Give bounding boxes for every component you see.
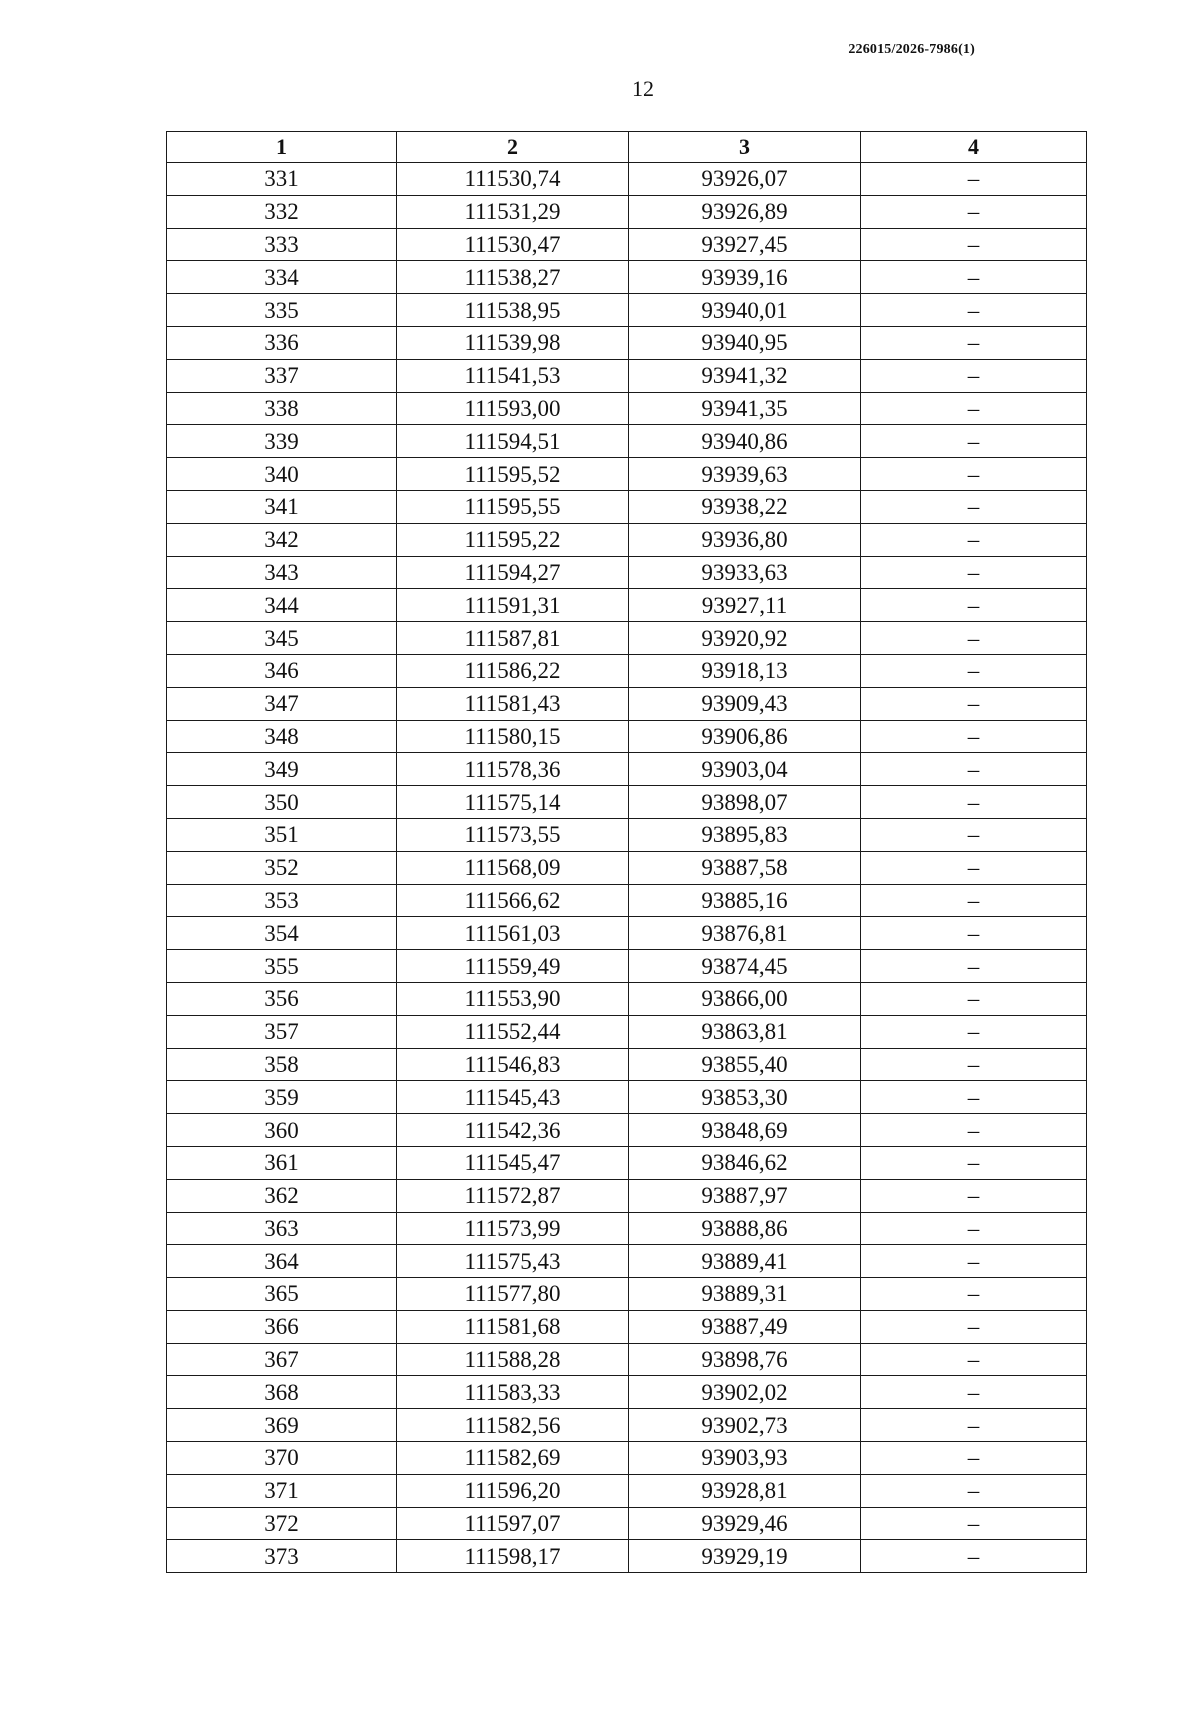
table-row xyxy=(167,654,1087,687)
x-coordinate-cell: 111553,90 xyxy=(397,982,629,1015)
y-coordinate-cell: 93927,11 xyxy=(629,589,861,622)
table-row xyxy=(167,359,1087,392)
y-coordinate-cell: 93898,07 xyxy=(629,786,861,819)
x-coordinate-cell: 111583,33 xyxy=(397,1376,629,1409)
table-row xyxy=(167,1343,1087,1376)
y-coordinate-cell: 93939,16 xyxy=(629,261,861,294)
point-number-cell: 373 xyxy=(167,1540,397,1573)
table-row xyxy=(167,490,1087,523)
coordinates-table xyxy=(166,131,1087,1573)
note-cell: – xyxy=(861,556,1087,589)
x-coordinate-cell: 111538,95 xyxy=(397,294,629,327)
table-row xyxy=(167,1474,1087,1507)
y-coordinate-cell: 93853,30 xyxy=(629,1081,861,1114)
document-id: 226015/2026-7986(1) xyxy=(848,42,975,57)
point-number-cell: 351 xyxy=(167,818,397,851)
x-coordinate-cell: 111573,99 xyxy=(397,1212,629,1245)
x-coordinate-cell: 111575,14 xyxy=(397,786,629,819)
note-cell: – xyxy=(861,425,1087,458)
point-number-cell: 339 xyxy=(167,425,397,458)
y-coordinate-cell: 93940,95 xyxy=(629,326,861,359)
note-cell: – xyxy=(861,851,1087,884)
y-coordinate-cell: 93940,01 xyxy=(629,294,861,327)
point-number-cell: 358 xyxy=(167,1048,397,1081)
table-row xyxy=(167,851,1087,884)
y-coordinate-cell: 93941,35 xyxy=(629,392,861,425)
table-row xyxy=(167,1179,1087,1212)
x-coordinate-cell: 111587,81 xyxy=(397,622,629,655)
x-coordinate-cell: 111539,98 xyxy=(397,326,629,359)
x-coordinate-cell: 111577,80 xyxy=(397,1278,629,1311)
point-number-cell: 344 xyxy=(167,589,397,622)
table-row xyxy=(167,1015,1087,1048)
table-row xyxy=(167,195,1087,228)
table-row xyxy=(167,589,1087,622)
y-coordinate-cell: 93889,31 xyxy=(629,1278,861,1311)
y-coordinate-cell: 93928,81 xyxy=(629,1474,861,1507)
point-number-cell: 352 xyxy=(167,851,397,884)
point-number-cell: 341 xyxy=(167,490,397,523)
point-number-cell: 365 xyxy=(167,1278,397,1311)
y-coordinate-cell: 93929,46 xyxy=(629,1507,861,1540)
y-coordinate-cell: 93941,32 xyxy=(629,359,861,392)
page-number: 12 xyxy=(632,76,654,101)
note-cell: – xyxy=(861,359,1087,392)
note-cell: – xyxy=(861,884,1087,917)
table-row xyxy=(167,1081,1087,1114)
y-coordinate-cell: 93887,58 xyxy=(629,851,861,884)
note-cell: – xyxy=(861,261,1087,294)
y-coordinate-cell: 93887,97 xyxy=(629,1179,861,1212)
y-coordinate-cell: 93848,69 xyxy=(629,1114,861,1147)
point-number-cell: 359 xyxy=(167,1081,397,1114)
note-cell: – xyxy=(861,163,1087,196)
x-coordinate-cell: 111582,69 xyxy=(397,1442,629,1475)
x-coordinate-cell: 111542,36 xyxy=(397,1114,629,1147)
x-coordinate-cell: 111531,29 xyxy=(397,195,629,228)
point-number-cell: 363 xyxy=(167,1212,397,1245)
note-cell: – xyxy=(861,1310,1087,1343)
y-coordinate-cell: 93938,22 xyxy=(629,490,861,523)
note-cell: – xyxy=(861,982,1087,1015)
note-cell: – xyxy=(861,950,1087,983)
table-row xyxy=(167,294,1087,327)
x-coordinate-cell: 111594,51 xyxy=(397,425,629,458)
table-row xyxy=(167,1114,1087,1147)
table-header-row xyxy=(167,132,1087,163)
table-row xyxy=(167,1048,1087,1081)
note-cell: – xyxy=(861,1048,1087,1081)
point-number-cell: 362 xyxy=(167,1179,397,1212)
column-header-3: 3 xyxy=(629,132,861,163)
point-number-cell: 343 xyxy=(167,556,397,589)
y-coordinate-cell: 93918,13 xyxy=(629,654,861,687)
point-number-cell: 357 xyxy=(167,1015,397,1048)
point-number-cell: 370 xyxy=(167,1442,397,1475)
y-coordinate-cell: 93863,81 xyxy=(629,1015,861,1048)
x-coordinate-cell: 111596,20 xyxy=(397,1474,629,1507)
note-cell: – xyxy=(861,589,1087,622)
note-cell: – xyxy=(861,326,1087,359)
table-row xyxy=(167,228,1087,261)
x-coordinate-cell: 111591,31 xyxy=(397,589,629,622)
y-coordinate-cell: 93903,04 xyxy=(629,753,861,786)
table-row xyxy=(167,818,1087,851)
x-coordinate-cell: 111598,17 xyxy=(397,1540,629,1573)
point-number-cell: 332 xyxy=(167,195,397,228)
note-cell: – xyxy=(861,490,1087,523)
y-coordinate-cell: 93926,89 xyxy=(629,195,861,228)
point-number-cell: 335 xyxy=(167,294,397,327)
table-row xyxy=(167,458,1087,491)
note-cell: – xyxy=(861,753,1087,786)
y-coordinate-cell: 93889,41 xyxy=(629,1245,861,1278)
point-number-cell: 361 xyxy=(167,1146,397,1179)
y-coordinate-cell: 93887,49 xyxy=(629,1310,861,1343)
point-number-cell: 353 xyxy=(167,884,397,917)
x-coordinate-cell: 111588,28 xyxy=(397,1343,629,1376)
note-cell: – xyxy=(861,294,1087,327)
point-number-cell: 333 xyxy=(167,228,397,261)
x-coordinate-cell: 111597,07 xyxy=(397,1507,629,1540)
table-row xyxy=(167,556,1087,589)
y-coordinate-cell: 93855,40 xyxy=(629,1048,861,1081)
y-coordinate-cell: 93909,43 xyxy=(629,687,861,720)
x-coordinate-cell: 111586,22 xyxy=(397,654,629,687)
note-cell: – xyxy=(861,1212,1087,1245)
note-cell: – xyxy=(861,1081,1087,1114)
point-number-cell: 364 xyxy=(167,1245,397,1278)
note-cell: – xyxy=(861,1114,1087,1147)
note-cell: – xyxy=(861,1540,1087,1573)
x-coordinate-cell: 111568,09 xyxy=(397,851,629,884)
note-cell: – xyxy=(861,1245,1087,1278)
table-row xyxy=(167,786,1087,819)
note-cell: – xyxy=(861,1474,1087,1507)
table-row xyxy=(167,687,1087,720)
y-coordinate-cell: 93933,63 xyxy=(629,556,861,589)
x-coordinate-cell: 111546,83 xyxy=(397,1048,629,1081)
y-coordinate-cell: 93927,45 xyxy=(629,228,861,261)
y-coordinate-cell: 93885,16 xyxy=(629,884,861,917)
y-coordinate-cell: 93906,86 xyxy=(629,720,861,753)
x-coordinate-cell: 111530,74 xyxy=(397,163,629,196)
point-number-cell: 356 xyxy=(167,982,397,1015)
y-coordinate-cell: 93902,73 xyxy=(629,1409,861,1442)
note-cell: – xyxy=(861,720,1087,753)
point-number-cell: 340 xyxy=(167,458,397,491)
note-cell: – xyxy=(861,917,1087,950)
column-header-4: 4 xyxy=(861,132,1087,163)
note-cell: – xyxy=(861,1015,1087,1048)
note-cell: – xyxy=(861,818,1087,851)
point-number-cell: 371 xyxy=(167,1474,397,1507)
column-header-1: 1 xyxy=(167,132,397,163)
x-coordinate-cell: 111575,43 xyxy=(397,1245,629,1278)
point-number-cell: 331 xyxy=(167,163,397,196)
x-coordinate-cell: 111595,52 xyxy=(397,458,629,491)
y-coordinate-cell: 93926,07 xyxy=(629,163,861,196)
note-cell: – xyxy=(861,786,1087,819)
x-coordinate-cell: 111594,27 xyxy=(397,556,629,589)
x-coordinate-cell: 111566,62 xyxy=(397,884,629,917)
y-coordinate-cell: 93920,92 xyxy=(629,622,861,655)
point-number-cell: 346 xyxy=(167,654,397,687)
note-cell: – xyxy=(861,622,1087,655)
table-row xyxy=(167,1146,1087,1179)
x-coordinate-cell: 111580,15 xyxy=(397,720,629,753)
x-coordinate-cell: 111573,55 xyxy=(397,818,629,851)
point-number-cell: 350 xyxy=(167,786,397,819)
y-coordinate-cell: 93888,86 xyxy=(629,1212,861,1245)
note-cell: – xyxy=(861,228,1087,261)
x-coordinate-cell: 111582,56 xyxy=(397,1409,629,1442)
table-row xyxy=(167,1278,1087,1311)
table-row xyxy=(167,753,1087,786)
point-number-cell: 367 xyxy=(167,1343,397,1376)
note-cell: – xyxy=(861,654,1087,687)
table-row xyxy=(167,1376,1087,1409)
table-row xyxy=(167,163,1087,196)
table-row xyxy=(167,622,1087,655)
x-coordinate-cell: 111545,47 xyxy=(397,1146,629,1179)
x-coordinate-cell: 111578,36 xyxy=(397,753,629,786)
point-number-cell: 347 xyxy=(167,687,397,720)
note-cell: – xyxy=(861,392,1087,425)
note-cell: – xyxy=(861,523,1087,556)
point-number-cell: 366 xyxy=(167,1310,397,1343)
y-coordinate-cell: 93939,63 xyxy=(629,458,861,491)
y-coordinate-cell: 93929,19 xyxy=(629,1540,861,1573)
note-cell: – xyxy=(861,1442,1087,1475)
column-header-2: 2 xyxy=(397,132,629,163)
x-coordinate-cell: 111593,00 xyxy=(397,392,629,425)
x-coordinate-cell: 111545,43 xyxy=(397,1081,629,1114)
note-cell: – xyxy=(861,1376,1087,1409)
point-number-cell: 372 xyxy=(167,1507,397,1540)
table-row xyxy=(167,1409,1087,1442)
y-coordinate-cell: 93903,93 xyxy=(629,1442,861,1475)
y-coordinate-cell: 93936,80 xyxy=(629,523,861,556)
table-row xyxy=(167,1245,1087,1278)
point-number-cell: 338 xyxy=(167,392,397,425)
y-coordinate-cell: 93876,81 xyxy=(629,917,861,950)
point-number-cell: 360 xyxy=(167,1114,397,1147)
note-cell: – xyxy=(861,195,1087,228)
x-coordinate-cell: 111561,03 xyxy=(397,917,629,950)
table-row xyxy=(167,917,1087,950)
point-number-cell: 342 xyxy=(167,523,397,556)
x-coordinate-cell: 111581,43 xyxy=(397,687,629,720)
table-row xyxy=(167,720,1087,753)
table-row xyxy=(167,950,1087,983)
y-coordinate-cell: 93846,62 xyxy=(629,1146,861,1179)
x-coordinate-cell: 111572,87 xyxy=(397,1179,629,1212)
note-cell: – xyxy=(861,687,1087,720)
y-coordinate-cell: 93902,02 xyxy=(629,1376,861,1409)
table-row xyxy=(167,1442,1087,1475)
note-cell: – xyxy=(861,1146,1087,1179)
note-cell: – xyxy=(861,1409,1087,1442)
table-row xyxy=(167,884,1087,917)
x-coordinate-cell: 111581,68 xyxy=(397,1310,629,1343)
point-number-cell: 348 xyxy=(167,720,397,753)
point-number-cell: 354 xyxy=(167,917,397,950)
x-coordinate-cell: 111595,22 xyxy=(397,523,629,556)
note-cell: – xyxy=(861,1343,1087,1376)
table-row xyxy=(167,392,1087,425)
x-coordinate-cell: 111538,27 xyxy=(397,261,629,294)
table-row xyxy=(167,1507,1087,1540)
point-number-cell: 368 xyxy=(167,1376,397,1409)
table-row xyxy=(167,1310,1087,1343)
x-coordinate-cell: 111552,44 xyxy=(397,1015,629,1048)
note-cell: – xyxy=(861,1278,1087,1311)
table-row xyxy=(167,523,1087,556)
point-number-cell: 337 xyxy=(167,359,397,392)
x-coordinate-cell: 111559,49 xyxy=(397,950,629,983)
y-coordinate-cell: 93940,86 xyxy=(629,425,861,458)
note-cell: – xyxy=(861,1507,1087,1540)
y-coordinate-cell: 93895,83 xyxy=(629,818,861,851)
x-coordinate-cell: 111541,53 xyxy=(397,359,629,392)
point-number-cell: 355 xyxy=(167,950,397,983)
point-number-cell: 334 xyxy=(167,261,397,294)
table-row xyxy=(167,326,1087,359)
y-coordinate-cell: 93898,76 xyxy=(629,1343,861,1376)
x-coordinate-cell: 111595,55 xyxy=(397,490,629,523)
table-row xyxy=(167,425,1087,458)
table-body xyxy=(167,163,1087,1573)
x-coordinate-cell: 111530,47 xyxy=(397,228,629,261)
y-coordinate-cell: 93866,00 xyxy=(629,982,861,1015)
table-row xyxy=(167,261,1087,294)
point-number-cell: 349 xyxy=(167,753,397,786)
table-row xyxy=(167,982,1087,1015)
y-coordinate-cell: 93874,45 xyxy=(629,950,861,983)
point-number-cell: 336 xyxy=(167,326,397,359)
note-cell: – xyxy=(861,1179,1087,1212)
point-number-cell: 369 xyxy=(167,1409,397,1442)
table-row xyxy=(167,1540,1087,1573)
note-cell: – xyxy=(861,458,1087,491)
table-row xyxy=(167,1212,1087,1245)
point-number-cell: 345 xyxy=(167,622,397,655)
